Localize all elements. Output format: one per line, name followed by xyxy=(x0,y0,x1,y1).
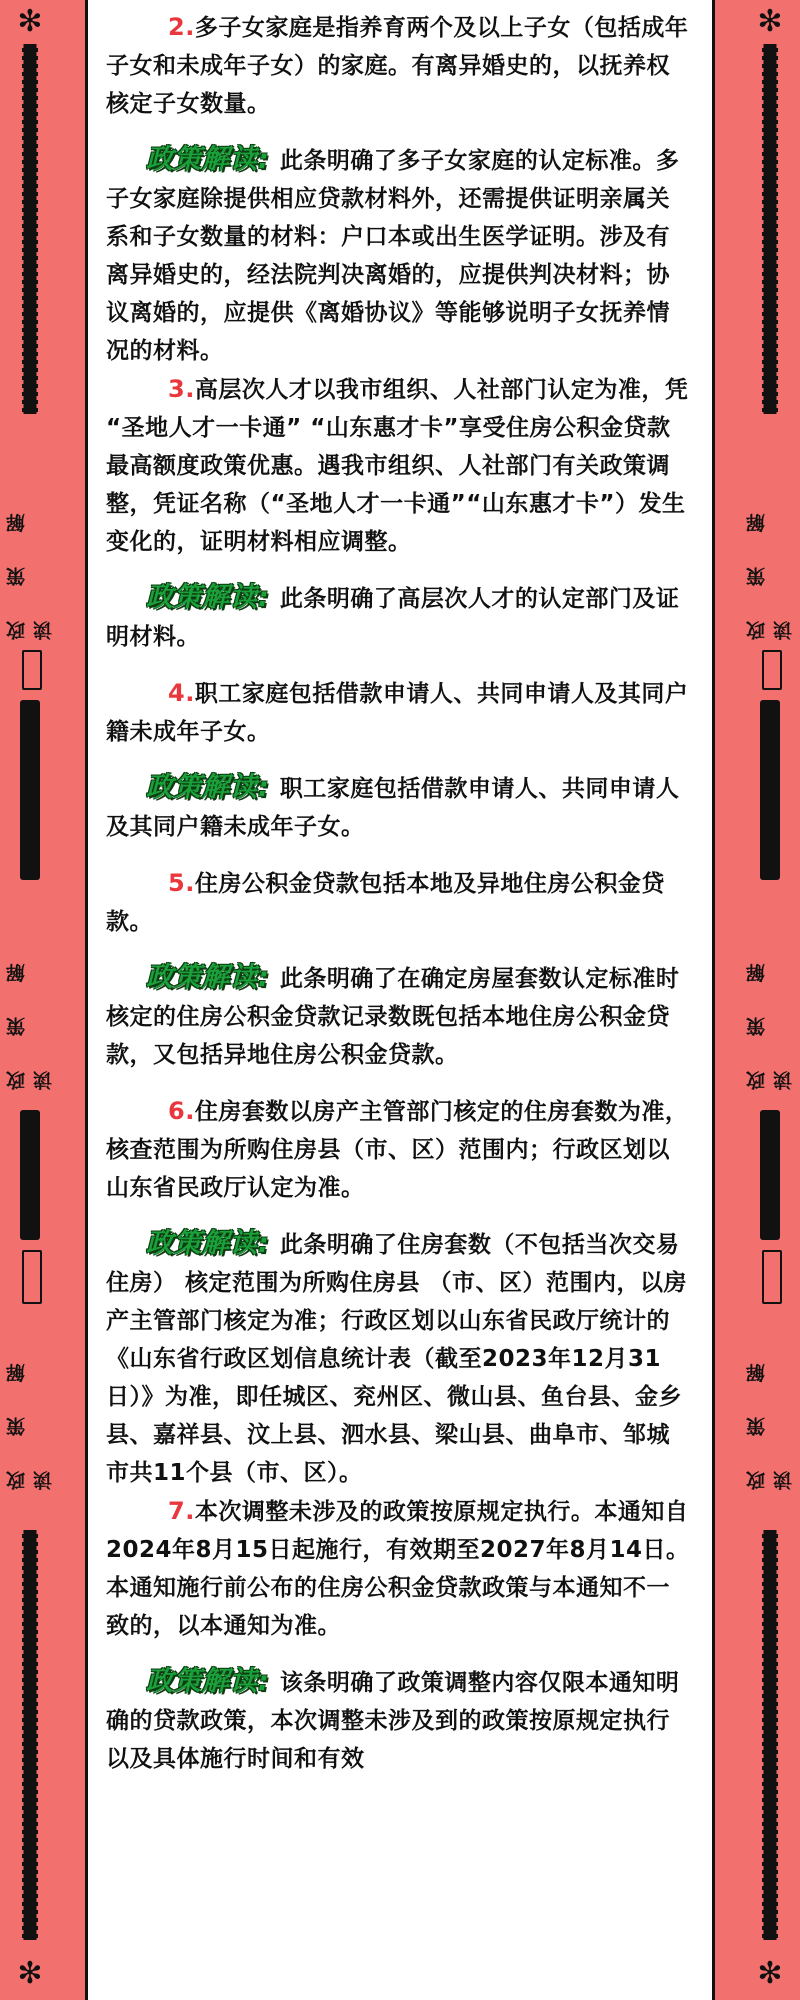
left-decorative-border xyxy=(0,0,60,2000)
policy-item-3 xyxy=(106,370,690,561)
asterisk-icon: ✻ xyxy=(757,1956,783,1991)
side-label: 政 策 解 读 xyxy=(746,949,795,1090)
side-label: 政 策 解 读 xyxy=(6,499,55,640)
zigzag-decoration xyxy=(18,44,42,414)
item-number: 6. xyxy=(168,1097,195,1125)
policy-item-5 xyxy=(106,864,690,941)
side-label: 政 策 解 读 xyxy=(6,1349,55,1490)
item-text: 住房套数以房产主管部门核定的住房套数为准，核查范围为所购住房县（市、区）范围内；行政区划以山东省民政厅认定为准。 xyxy=(106,1099,689,1201)
bar-decoration xyxy=(760,700,780,880)
policy-item-2 xyxy=(106,8,690,123)
asterisk-icon: ✻ xyxy=(757,4,783,39)
policy-item-6 xyxy=(106,1092,690,1207)
interpretation-tag: 政策解读: xyxy=(146,582,270,613)
outline-bar-decoration xyxy=(22,650,42,690)
asterisk-icon: ✻ xyxy=(17,1956,43,1991)
interpretation-tag: 政策解读: xyxy=(146,1666,270,1697)
interpretation-3 xyxy=(106,579,690,656)
zigzag-decoration xyxy=(758,1530,782,1940)
zigzag-decoration xyxy=(18,1530,42,1940)
interpretation-text: 此条明确了高层次人才的认定部门及证明材料。 xyxy=(106,586,680,650)
outline-bar-decoration xyxy=(22,1250,42,1304)
interpretation-tag: 政策解读: xyxy=(146,962,270,993)
item-number: 7. xyxy=(168,1497,195,1525)
interpretation-text: 此条明确了住房套数（不包括当次交易住房） 核定范围为所购住房县 （市、区）范围内，以房产主管部门核定为准；行政区划以山东省民政厅统计的《山东省行政区划信息统计表（截至2023年12月31日）》为准，即任城区、兖州区、微山县、鱼台县、金乡县、嘉祥县、汶上县、泗水县、梁山县、曲阜市、邹城市共11个县（市、区）。 xyxy=(106,1232,688,1486)
asterisk-icon: ✻ xyxy=(17,4,43,39)
document-content xyxy=(88,0,712,1778)
outline-bar-decoration xyxy=(762,1250,782,1304)
item-number: 3. xyxy=(168,375,195,403)
outline-bar-decoration xyxy=(762,650,782,690)
item-text: 职工家庭包括借款申请人、共同申请人及其同户籍未成年子女。 xyxy=(106,681,689,745)
item-text: 多子女家庭是指养育两个及以上子女（包括成年子女和未成年子女）的家庭。有离异婚史的，以抚养权核定子女数量。 xyxy=(106,15,689,117)
interpretation-tag: 政策解读: xyxy=(146,772,270,803)
interpretation-5 xyxy=(106,959,690,1074)
item-text: 本次调整未涉及的政策按原规定执行。本通知自2024年8月15日起施行，有效期至2027年8月14日。本通知施行前公布的住房公积金贷款政策与本通知不一致的，以本通知为准。 xyxy=(106,1499,690,1639)
interpretation-6 xyxy=(106,1225,690,1492)
interpretation-text: 此条明确了在确定房屋套数认定标准时核定的住房公积金贷款记录数既包括本地住房公积金贷款，又包括异地住房公积金贷款。 xyxy=(106,966,680,1068)
bar-decoration xyxy=(760,1110,780,1240)
interpretation-tag: 政策解读: xyxy=(146,144,270,175)
side-label: 政 策 解 读 xyxy=(746,499,795,640)
interpretation-2 xyxy=(106,141,690,370)
interpretation-tag: 政策解读: xyxy=(146,1228,270,1259)
side-label: 政 策 解 读 xyxy=(6,949,55,1090)
interpretation-text: 该条明确了政策调整内容仅限本通知明确的贷款政策，本次调整未涉及到的政策按原规定执行以及具体施行时间和有效 xyxy=(106,1670,680,1772)
document-card xyxy=(85,0,715,2000)
right-decorative-border xyxy=(740,0,800,2000)
item-number: 5. xyxy=(168,869,195,897)
zigzag-decoration xyxy=(758,44,782,414)
item-text: 住房公积金贷款包括本地及异地住房公积金贷款。 xyxy=(106,871,665,935)
interpretation-4 xyxy=(106,769,690,846)
side-label: 政 策 解 读 xyxy=(746,1349,795,1490)
interpretation-text: 此条明确了多子女家庭的认定标准。多子女家庭除提供相应贷款材料外，还需提供证明亲属关系和子女数量的材料：户口本或出生医学证明。涉及有离异婚史的，经法院判决离婚的，应提供判决材料；协议离婚的，应提供《离婚协议》等能够说明子女抚养情况的材料。 xyxy=(106,148,680,364)
policy-item-7 xyxy=(106,1492,690,1645)
bar-decoration xyxy=(20,700,40,880)
interpretation-text: 职工家庭包括借款申请人、共同申请人及其同户籍未成年子女。 xyxy=(106,776,680,840)
bar-decoration xyxy=(20,1110,40,1240)
item-number: 2. xyxy=(168,13,195,41)
interpretation-7 xyxy=(106,1663,690,1778)
item-number: 4. xyxy=(168,679,195,707)
policy-item-4 xyxy=(106,674,690,751)
item-text: 高层次人才以我市组织、人社部门认定为准，凭 “圣地人才一卡通” “山东惠才卡”享受住房公积金贷款最高额度政策优惠。遇我市组织、人社部门有关政策调整，凭证名称（“圣地人才一卡通”“山东惠才卡”）发生变化的，证明材料相应调整。 xyxy=(106,377,689,555)
